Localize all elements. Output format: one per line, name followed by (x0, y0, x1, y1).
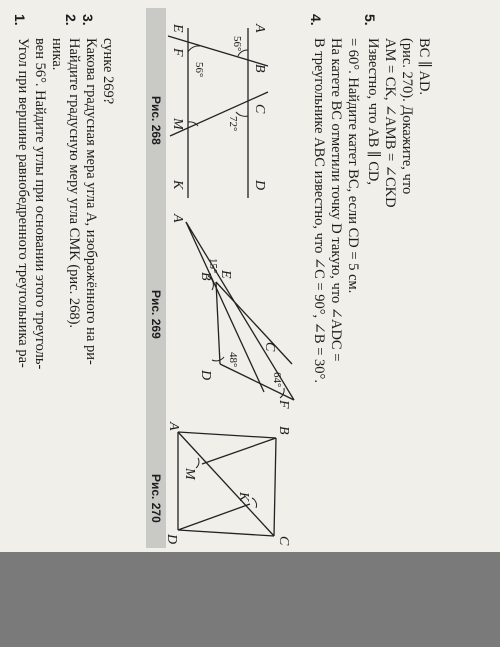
fig268-label-d: D (252, 180, 267, 191)
fig270-label-c: C (276, 536, 291, 546)
fig270-diagram (164, 418, 296, 548)
fig269-label-d: D (198, 370, 213, 381)
fig269-label-b: B (198, 272, 213, 281)
problem-4-number: 4. (308, 14, 324, 26)
problem-4-line-1: В треугольнике ABC известно, что ∠C = 90°, ∠B = 30°. (311, 38, 327, 383)
problem-4-line-3: = 60°. Найдите катет BC, если CD = 5 см. (345, 38, 361, 294)
problem-5-line-4: BC ∥ AD. (416, 38, 432, 96)
fig268-label-e: E (170, 24, 185, 33)
figure-caption-bar (146, 8, 166, 548)
fig270-label-d: D (164, 534, 179, 545)
problem-3-line-2: сунке 269? (100, 38, 116, 105)
fig270-label-k: K (236, 492, 251, 502)
problem-5-line-1: Известно, что AB ∥ CD, (365, 38, 381, 185)
fig268-label-c: C (252, 104, 267, 114)
fig268-label-b: B (252, 64, 267, 73)
fig269-angle-a: 15° (207, 258, 219, 274)
fig268-arc-f (188, 46, 200, 52)
fig269-angle-d: 48° (227, 352, 239, 368)
problem-2-number: 2. (63, 14, 79, 26)
fig268-angle-left: 56° (231, 36, 243, 52)
fig270-label-b: B (276, 426, 291, 435)
fig268-label-a: A (252, 24, 267, 33)
fig269-caption: Рис. 269 (149, 290, 163, 339)
fig268-angle-top: 56° (193, 62, 205, 78)
fig270-arc-m (196, 458, 199, 468)
fig268-label-f: F (170, 48, 185, 57)
fig269-arc-d (212, 357, 224, 361)
fig268-caption: Рис. 268 (149, 96, 163, 145)
fig269-label-c: C (262, 342, 277, 352)
fig268-angle-bottom: 72° (227, 116, 239, 132)
problem-5-number: 5. (362, 14, 378, 26)
background-band (0, 552, 500, 647)
fig269-diagram (168, 212, 304, 412)
fig270-label-m: M (182, 468, 197, 480)
fig269-label-e: E (218, 270, 233, 279)
problem-4-line-2: На катете BC отметили точку D такую, что ∠ADC = (328, 38, 344, 362)
problem-5-line-3: (рис. 270). Докажите, что (399, 38, 415, 195)
fig270-segment-bm (202, 438, 276, 464)
problem-1-line-3: ника. (49, 38, 65, 71)
fig269-label-a: A (170, 214, 185, 223)
fig270-label-a: A (166, 422, 181, 431)
fig270-side-bc (274, 438, 276, 536)
fig270-segment-dk (178, 504, 250, 530)
fig268-label-k: K (170, 180, 185, 190)
fig268-diagram (168, 8, 296, 208)
problem-2-line-1: Найдите градусную меру угла CMK (рис. 268). (66, 38, 82, 329)
problem-1-line-2: вен 56°. Найдите углы при основании этого треуголь- (32, 38, 48, 370)
fig268-label-m: M (170, 118, 185, 130)
problem-5-line-2: AM = CK, ∠AMB = ∠CKD (382, 38, 398, 208)
fig270-side-cd (178, 530, 274, 536)
fig269-label-f: F (276, 400, 291, 409)
fig270-side-ab (178, 432, 276, 438)
problem-1-line-1: Угол при вершине равнобедренного треугольника ра- (15, 38, 31, 368)
fig270-caption: Рис. 270 (149, 474, 163, 523)
problem-3-number: 3. (80, 14, 96, 26)
problem-3-line-1: Какова градусная мера угла A, изображённого на ри- (83, 38, 99, 365)
fig269-angle-f: 64° (271, 372, 283, 388)
fig270-arc-k (252, 498, 257, 508)
problem-1-number: 1. (12, 14, 28, 26)
fig270-diagonal-ac (178, 432, 274, 536)
